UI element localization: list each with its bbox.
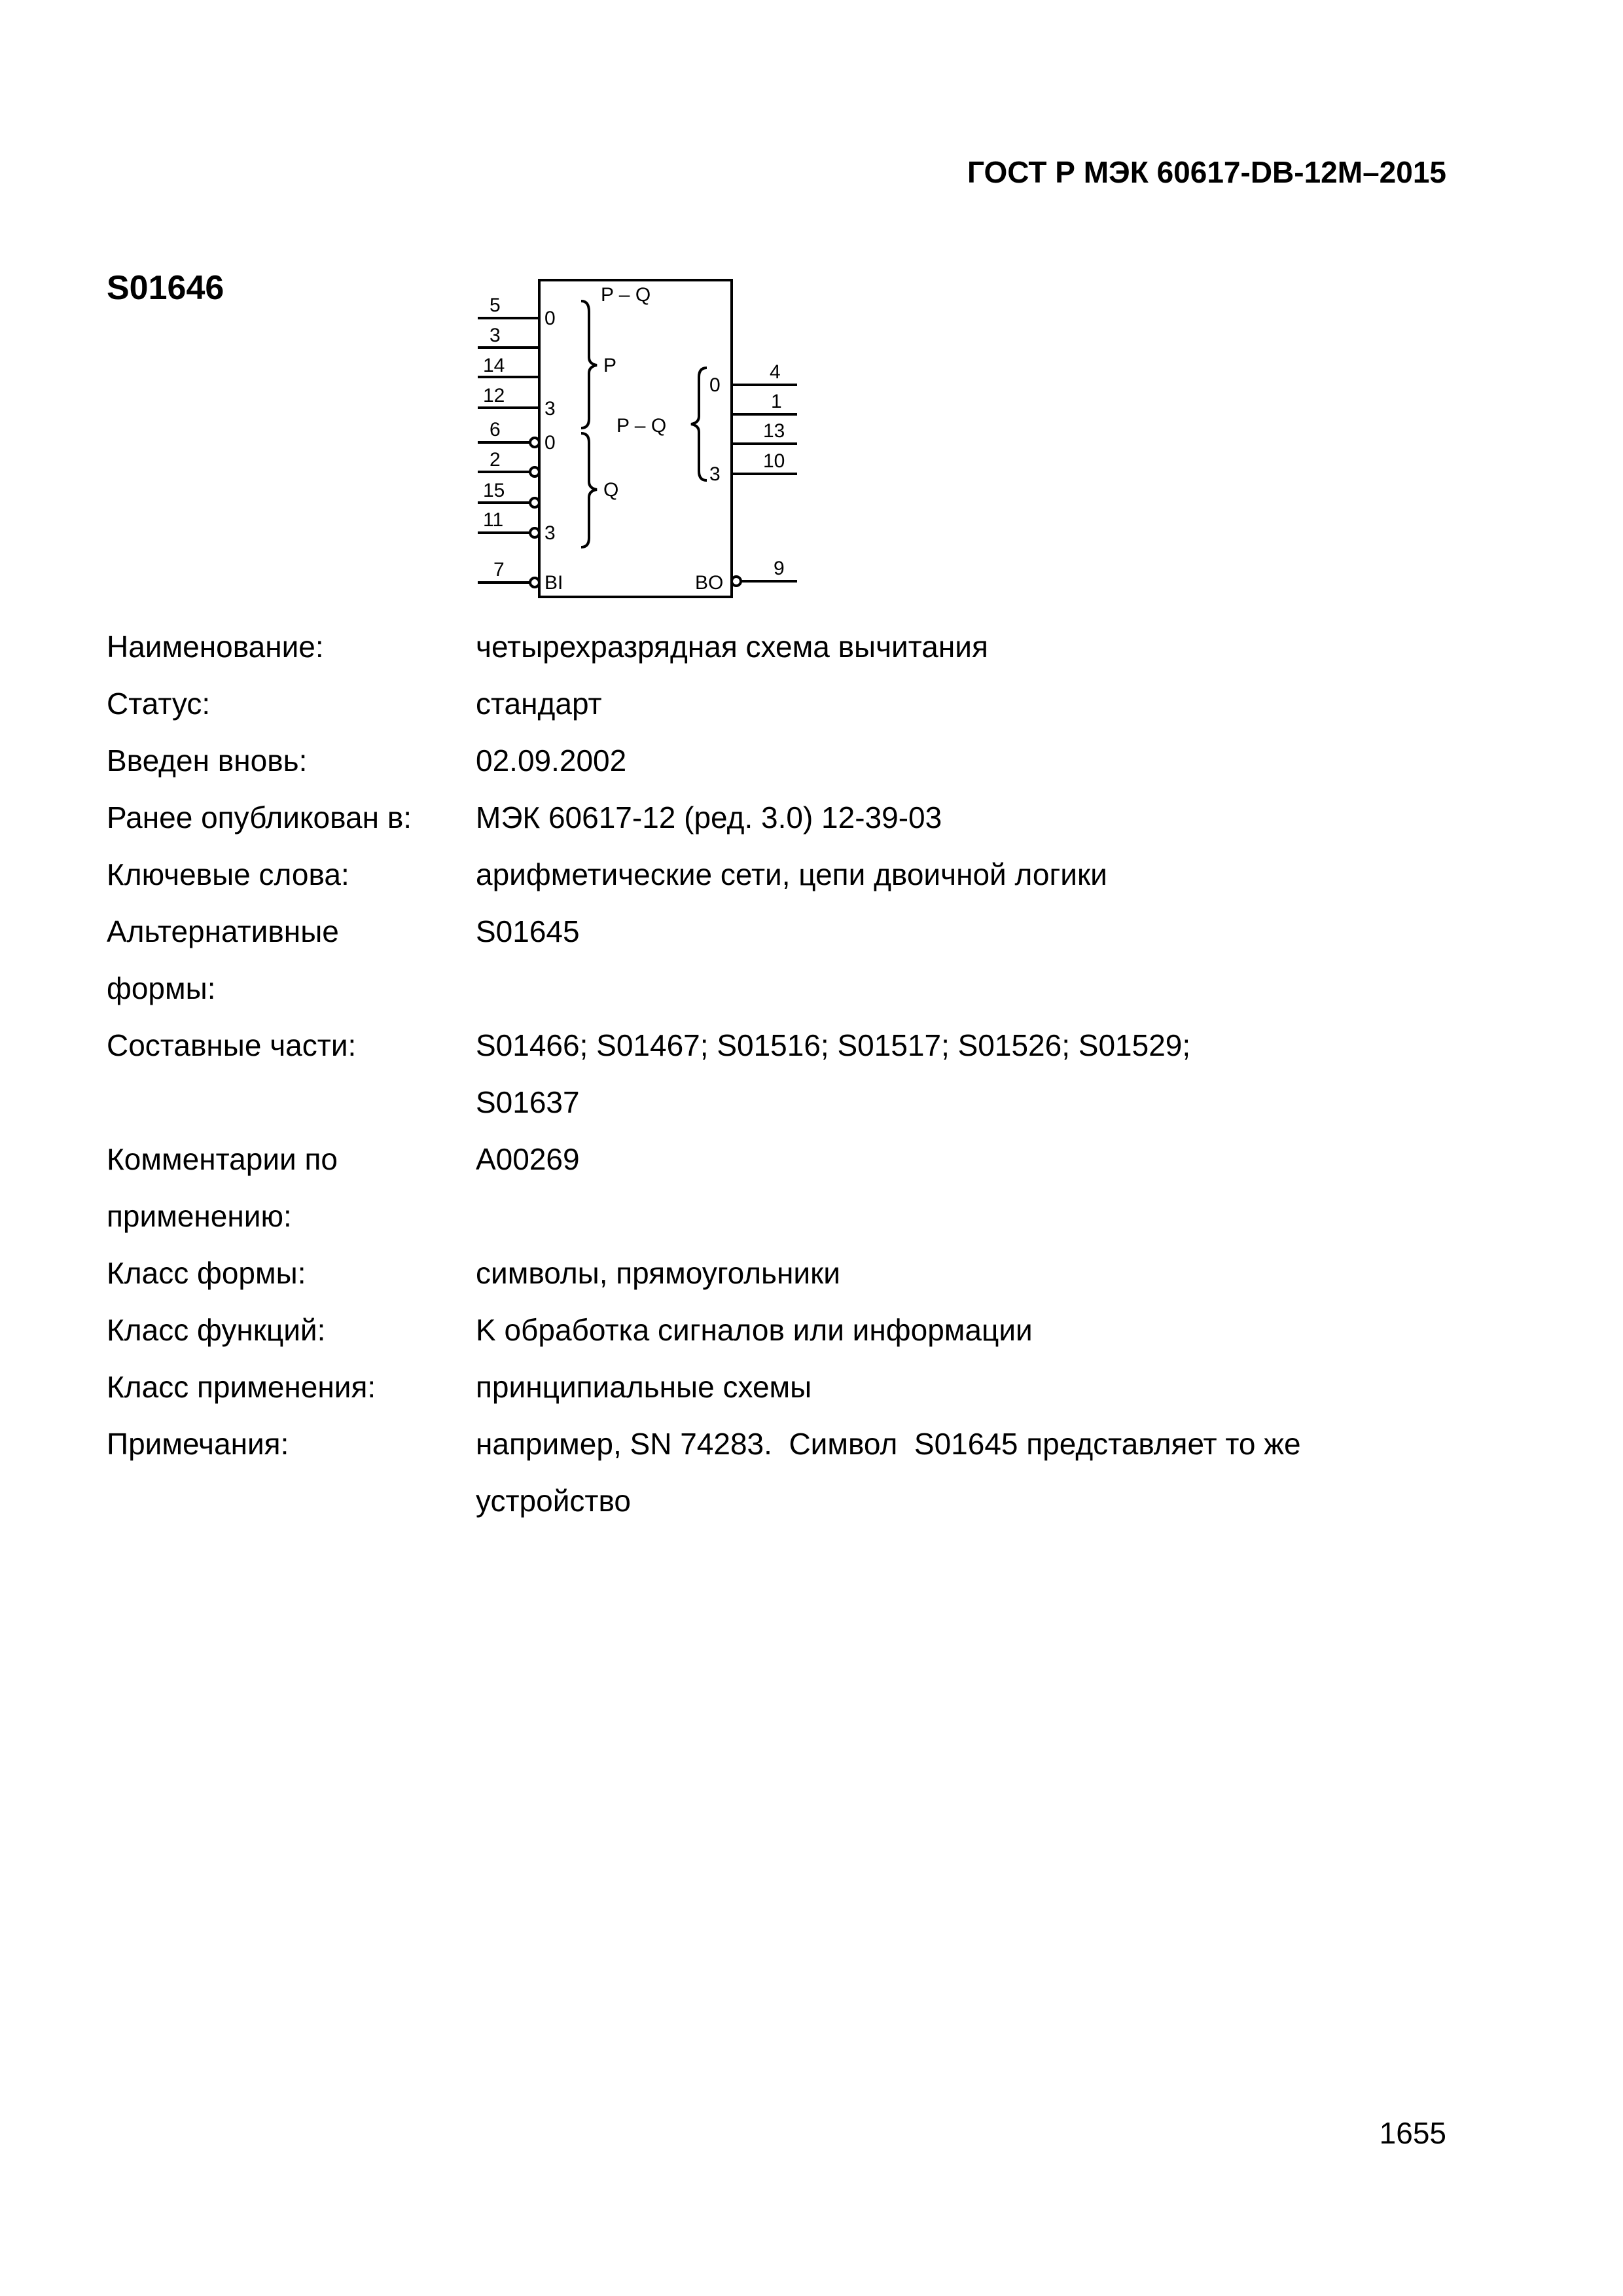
field-value: арифметические сети, цепи двоичной логики <box>476 857 1107 891</box>
field-label: Класс формы: <box>107 1256 306 1290</box>
field-label: Класс применения: <box>107 1370 376 1404</box>
symbol-id: S01646 <box>107 269 224 307</box>
field-label: Ранее опубликован в: <box>107 800 412 834</box>
field-row-components <box>107 1017 1448 1131</box>
function-block <box>539 280 732 597</box>
field-row-introduced <box>107 732 1448 789</box>
brace-p <box>581 301 597 428</box>
field-value: S01466; S01467; S01516; S01517; S01526; S01529; S01637 <box>476 1028 1191 1119</box>
field-value: МЭК 60617-12 (ред. 3.0) 12-39-03 <box>476 800 942 834</box>
pin-bo-label: 9 <box>774 558 785 579</box>
field-row-function-class <box>107 1302 1448 1359</box>
pin-q2-label: 15 <box>483 480 505 501</box>
pin-bi-label: 7 <box>493 559 505 581</box>
field-value: 02.09.2002 <box>476 744 627 778</box>
field-label: Статус: <box>107 687 211 721</box>
field-value: принципиальные схемы <box>476 1370 812 1404</box>
field-value: стандарт <box>476 687 602 721</box>
pin-p2-label: 14 <box>483 355 505 376</box>
borrow-out-label: BO <box>695 572 724 594</box>
pin-out1-label: 1 <box>771 391 782 412</box>
subtractor-symbol-svg <box>470 274 810 607</box>
field-row-alternative-forms <box>107 903 1448 1017</box>
brace-output <box>691 368 707 480</box>
field-value: A00269 <box>476 1142 580 1176</box>
field-label: Составные части: <box>107 1028 357 1062</box>
field-row-application-class <box>107 1359 1448 1416</box>
pin-out2-label: 13 <box>763 420 785 442</box>
field-value: S01645 <box>476 914 580 948</box>
field-label: Альтернативные формы: <box>107 914 339 1005</box>
field-label: Примечания: <box>107 1427 289 1461</box>
field-row-published <box>107 789 1448 846</box>
field-label: Ключевые слова: <box>107 857 349 891</box>
field-row-notes <box>107 1416 1448 1530</box>
negation-circle-q1 <box>530 467 539 476</box>
pin-p3-label: 12 <box>483 385 505 406</box>
field-row-application-comments <box>107 1131 1448 1245</box>
field-value: четырехразрядная схема вычитания <box>476 630 988 664</box>
pin-q3-label: 11 <box>483 509 504 531</box>
negation-circle-bi <box>530 578 539 587</box>
pin-p0-label: 5 <box>490 295 501 316</box>
q-bit0-label: 0 <box>544 432 556 454</box>
pin-q1-label: 2 <box>490 449 501 471</box>
field-label: Введен вновь: <box>107 744 308 778</box>
borrow-in-label: BI <box>544 572 563 594</box>
pin-p1-label: 3 <box>490 325 501 346</box>
q-group-label: Q <box>603 479 619 501</box>
pin-out3-label: 10 <box>763 450 785 472</box>
symbol-diagram <box>470 274 810 607</box>
field-label: Комментарии по применению: <box>107 1142 338 1233</box>
brace-q <box>581 433 597 547</box>
field-value: например, SN 74283. Символ S01645 представляет то же устройство <box>476 1427 1310 1518</box>
field-label: Класс функций: <box>107 1313 326 1347</box>
field-row-status <box>107 675 1448 732</box>
p-bit3-label: 3 <box>544 398 556 420</box>
p-group-label: P <box>603 355 617 376</box>
out-bit0-label: 0 <box>709 374 721 396</box>
page-number: 1655 <box>1379 2116 1446 2150</box>
negation-circle-q2 <box>530 498 539 507</box>
q-bit3-label: 3 <box>544 522 556 544</box>
field-row-form-class <box>107 1245 1448 1302</box>
negation-circle-bo <box>732 577 741 586</box>
field-row-name <box>107 619 1448 675</box>
output-group-label: P – Q <box>616 415 667 437</box>
symbol-attributes <box>107 619 1448 1530</box>
field-label: Наименование: <box>107 630 324 664</box>
field-value: символы, прямоугольники <box>476 1256 840 1290</box>
field-row-keywords <box>107 846 1448 903</box>
negation-circle-q3 <box>530 528 539 537</box>
document-header: ГОСТ Р МЭК 60617-DB-12M–2015 <box>967 155 1446 189</box>
out-bit3-label: 3 <box>709 463 721 485</box>
negation-circle-q0 <box>530 438 539 447</box>
function-label: P – Q <box>601 284 651 306</box>
pin-q0-label: 6 <box>490 419 501 440</box>
p-bit0-label: 0 <box>544 308 556 329</box>
pin-out0-label: 4 <box>770 361 781 383</box>
field-value: K обработка сигналов или информации <box>476 1313 1033 1347</box>
